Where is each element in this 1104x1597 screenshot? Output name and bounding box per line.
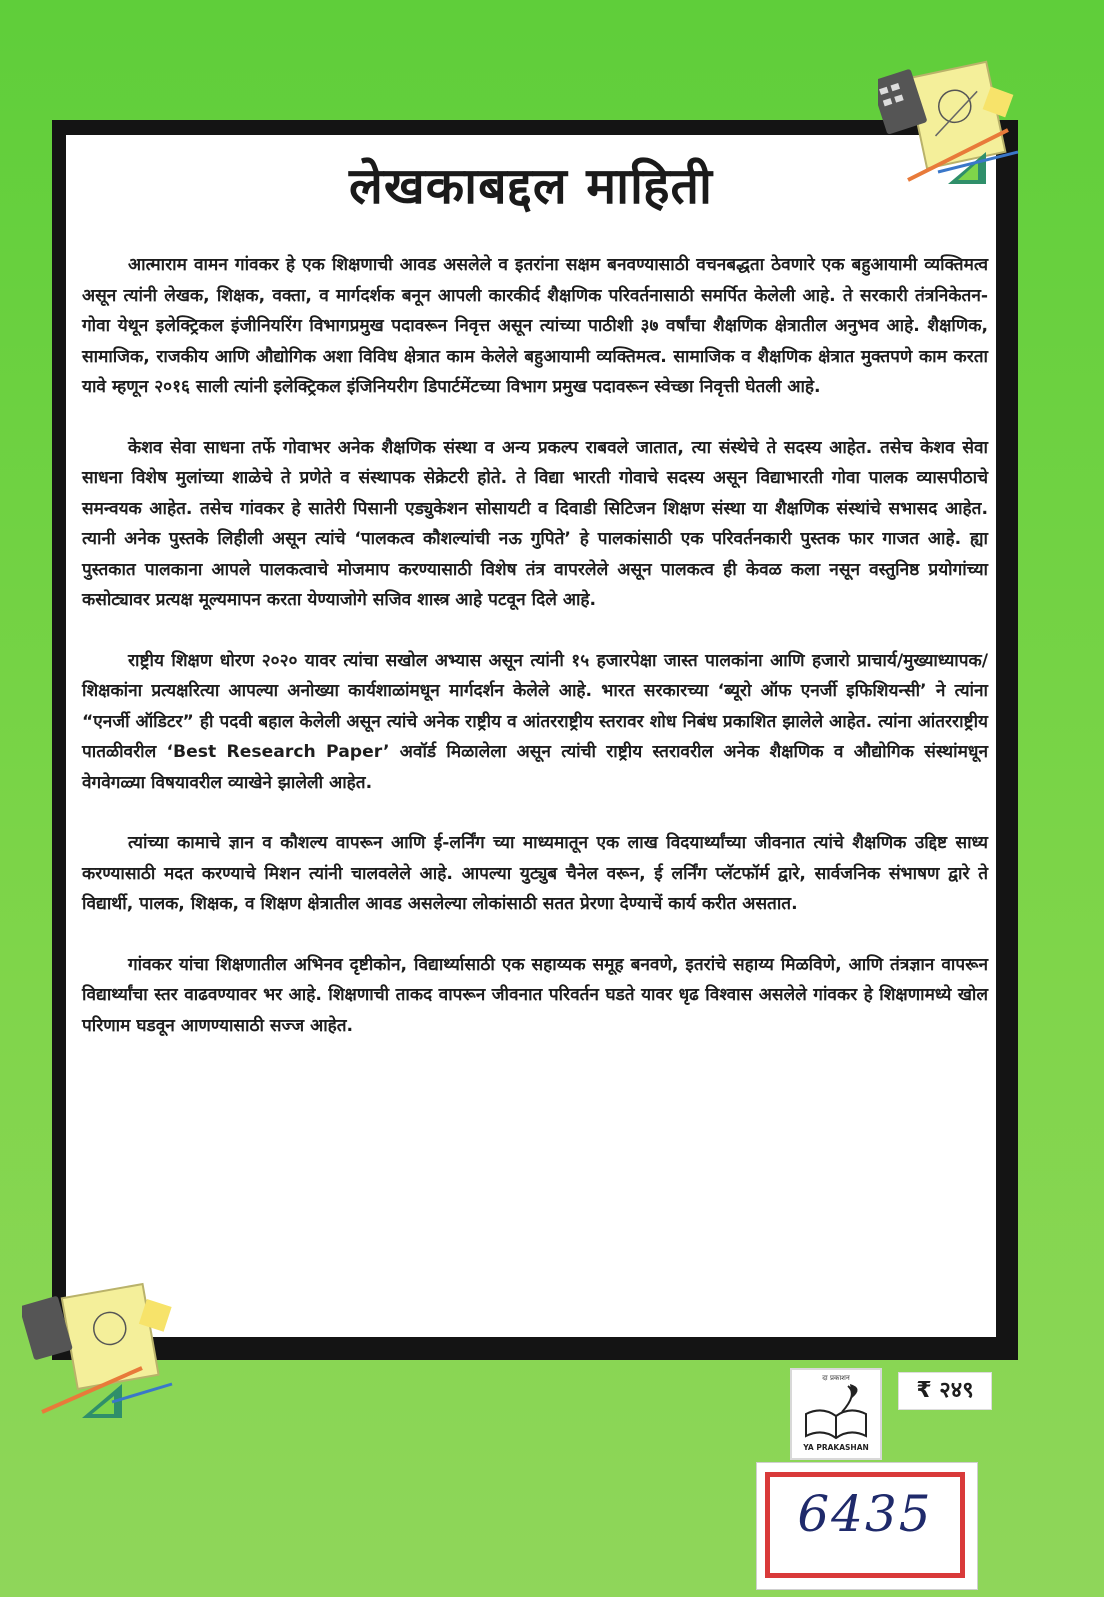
bio-paragraph: केशव सेवा साधना तर्फे गोवाभर अनेक शैक्षणिक संस्था व अन्य प्रकल्प राबवले जातात, त्या संस्थेचे ते सदस्य आहेत. तसेच केशव सेवा साधना विशेष मुलांच्या शाळेचे ते प्रणेते व संस्थापक सेक्रेटरी होते. ते विद्या भारती गोवाचे सदस्य असून विद्याभारती गोवा पालक व्यासपीठाचे समन्वयक आहेत. तसेच गांवकर हे सातेरी पिसानी एड्युकेशन सोसायटी व दिवाडी सिटिजन शिक्षण संस्था या शैक्षणिक संस्थांचे सभासद आहेत. त्यानी अनेक पुस्तके लिहीली असून त्यांचे ‘पालकत्व कौशल्यांची नऊ गुपिते’ हे पालकांसाठी एक परिवर्तनकारी पुस्तक फार गाजत आहे. ह्या पुस्तकात पालकाना आपले पालकत्वाचे मोजमाप करण्यासाठी विशेष तंत्र वापरलेले असून पालकत्व ही केवळ कला नसून वस्तुनिष्ठ प्रयोगांच्या कसोट्यावर प्रत्यक्ष मूल्यमापन करता येण्याजोगे सजिव शास्त्र आहे पटवून दिले आहे. [82, 437, 988, 610]
bio-paragraph: आत्माराम वामन गांवकर हे एक शिक्षणाची आवड असलेले व इतरांना सक्षम बनवण्यासाठी वचनबद्धता ठेवणारे एक बहुआयामी व्यक्तिमत्व असून त्यांनी लेखक, शिक्षक, वक्ता, व मार्गदर्शक बनून आपली कारकीर्द शैक्षणिक परिवर्तनासाठी समर्पित केलेली आहे. ते सरकारी तंत्रनिकेतन-गोवा येथून इलेक्ट्रिकल इंजीनियरिंग विभागप्रमुख पदावरून निवृत्त असून त्यांच्या पाठीशी ३७ वर्षांचा शैक्षणिक क्षेत्रातील अनुभव आहे. शैक्षणिक, सामाजिक, राजकीय आणि औद्योगिक अशा विविध क्षेत्रात काम केलेले बहुआयामी व्यक्तिमत्व. सामाजिक व शैक्षणिक क्षेत्रात मुक्तपणे काम करता यावे म्हणून २०१६ साली त्यांनी इलेक्ट्रिकल इंजिनियरीग डिपार्टमेंटच्या विभाग प्रमुख पदावरून स्वेच्छा निवृत्ती घेतली आहे. [82, 255, 988, 397]
price-label: ₹ २४९ [898, 1372, 992, 1410]
stamp-number: 6435 [797, 1485, 933, 1543]
publisher-logo-bottom-text: YA PRAKASHAN [803, 1443, 869, 1452]
bio-paragraph: राष्ट्रीय शिक्षण धोरण २०२० यावर त्यांचा सखोल अभ्यास असून त्यांनी १५ हजारपेक्षा जास्त पालकांना आणि हजारो प्राचार्य/मुख्याध्यापक/शिक्षकांना प्रत्यक्षरित्या आपल्या अनोख्या कार्यशाळांमधून मार्गदर्शन केलेले आहे. भारत सरकारच्या ‘ब्यूरो ऑफ एनर्जी इफिशियन्सी’ ने त्यांना “एनर्जी ऑडिटर” ही पदवी बहाल केलेली असून त्यांचे अनेक राष्ट्रीय व आंतरराष्ट्रीय स्तरावर शोध निबंध प्रकाशित झालेले आहेत. त्यांना आंतरराष्ट्रीय पातळीवरील ‘Best Research Paper’ अवॉर्ड मिळालेला असून त्यांची राष्ट्रीय स्तरावरील अनेक शैक्षणिक व औद्योगिक संस्थांमधून वेगवेगळ्या विषयावरील व्याखेने झालेली आहेत. [82, 650, 988, 793]
bio-paragraph: त्यांच्या कामाचे ज्ञान व कौशल्य वापरून आणि ई-लर्निंग च्या माध्यमातून एक लाख विदयार्थ्यांच्या जीवनात त्यांचे शैक्षणिक उद्दिष्ट साध्य करण्यासाठी मदत करण्याचे मिशन त्यांनी चालवलेले आहे. आपल्या युट्युब चैनेल वरून, ई लर्निंग प्लॅटफॉर्म द्वारे, सार्वजनिक संभाषण द्वारे ते विद्यार्थी, पालक, शिक्षक, व शिक्षण क्षेत्रातील आवड असलेल्या लोकांसाठी सतत प्रेरणा देण्याचें कार्य करीत असतात. [82, 833, 988, 914]
open-book-icon [792, 1378, 880, 1448]
page-title: लेखकाबद्दल माहिती [348, 156, 713, 215]
bio-paragraph: गांवकर यांचा शिक्षणातील अभिनव दृष्टीकोन, विद्यार्थ्यासाठी एक सहाय्यक समूह बनवणे, इतरांचे सहाय्य मिळविणे, आणि तंत्रज्ञान वापरून विद्यार्थ्यांचा स्तर वाढवण्यावर भर आहे. शिक्षणाची ताकद वापरून जीवनात परिवर्तन घडते यावर धृढ विश्वास असलेले गांवकर हे शिक्षणामध्ये खोल परिणाम घडवून आणण्यासाठी सज्ज आहेत. [82, 954, 988, 1036]
publisher-logo [790, 1368, 882, 1460]
stationery-illustration-bottom [22, 1272, 182, 1422]
publisher-logo-top-text: दा प्रकाशन [822, 1374, 850, 1382]
author-bio [82, 250, 988, 1071]
